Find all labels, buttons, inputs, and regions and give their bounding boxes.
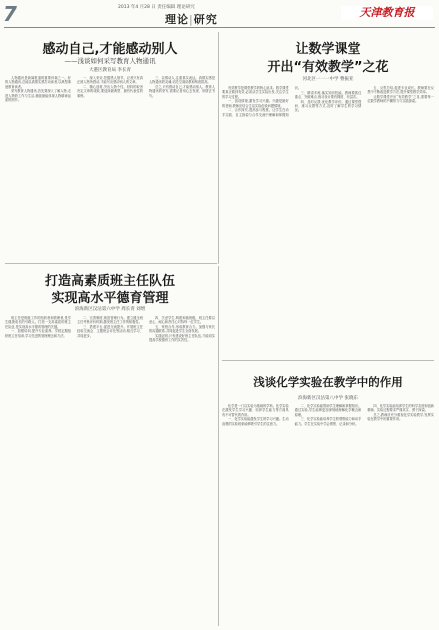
page-number: 7 <box>3 2 17 26</box>
issue-meta: 2013 年4 月28 日 责任编辑 理论研究 <box>118 5 195 10</box>
article-title: 感动自己,才能感动别人 <box>42 42 178 57</box>
article-byline: 滨海新区汉沽第六中学 周长青 刘增 <box>74 307 146 312</box>
article-3 <box>5 266 215 626</box>
header-rule <box>4 27 435 28</box>
article-title-line2: 开出“有效教学”之花 <box>267 60 389 75</box>
section-divider-left <box>5 263 217 264</box>
section-right: 研究 <box>193 13 218 26</box>
article-title: 打造高素质班主任队伍 <box>44 274 175 289</box>
article-byline: 大港区教育局 李长青 <box>89 68 131 73</box>
article-4 <box>222 364 434 626</box>
article-byline: 河北区一一一中学 曹振亚 <box>302 77 354 82</box>
section-divider: | <box>189 13 194 26</box>
article-body: 班主任是班级工作的组织者和管理者,是学生健康成长的引路人。打造一支高素质的班主任队伍,是实现高水平德育管理的关键。 一、加强培训,提升专业素养。学校定期组织班主任培训,学习先进的管理理念和方法。 二、完善制度,规范管理行为。建立健全班主任考核评价机制,激发班主任工作的积极性。 三、搭建平台,促进交流提升。开展班主任经验交流会、主题班会评比等活动,相互学习、共同进步。 四、关爱学生,构建和谐班级。班主任要以爱心、耐心和责任心对待每一位学生。 五、家校合作,形成教育合力。加强与家长的沟通联系,共同促进学生全面发展。 实践证明,只有建设好班主任队伍,才能切实提高学校德育工作的实效性。 <box>5 316 215 343</box>
page-header <box>0 0 439 30</box>
article-1 <box>5 34 215 260</box>
article-subtitle: ——浅谈如何采写教育人物通讯 <box>64 57 156 65</box>
article-title: 浅谈化学实验在教学中的作用 <box>253 375 403 389</box>
article-body: 化学是一门以实验为基础的学科。化学实验在激发学生学习兴趣、培养学生能力等方面具有不可替代的作用。 一、化学实验能激发学生的学习兴趣。生动直观的实验现象能够吸引学生的注意力。 二、化学实验能帮助学生理解和掌握知识。通过实验,学生能够更加深刻地理解化学概念和原理。 三、化学实验能培养学生的观察能力和动手能力。学生在实验中学会观察、记录和分析。 四、化学实验能培养学生的科学态度和创新精神。实验过程要求严谨求实、勇于探索。 总之,教师应充分重视化学实验教学,发挥实验在教学中的重要作用。 <box>222 404 434 426</box>
column-divider-lower <box>218 266 219 626</box>
masthead-logo: 天津教育报 <box>341 6 433 20</box>
article-title-line2: 实现高水平德育管理 <box>51 291 169 306</box>
article-body: 人物通讯是新闻报道的重要体裁之一。好的人物通讯,总能以真情实感打动读者,以典型事迹教育读者。 采写教育人物通讯,首先要深入了解人物,走进人物的工作与生活,捕捉最能体现人物精神品质的细节。 一、深入采访,挖掘感人细节。记者只有真正被人物所感动,才能写出感动别人的文章。 二、精心选材,突出人物个性。材料的取舍决定文章的成败,要选择最典型、最有代表性的事例。 三、以情动人,注重真实表达。真情实感是人物通讯的灵魂,切忌空洞说教和刻意拔高。 总之,只有感动自己,才能感动别人。教育人物通讯的采写,需要记者用心去发现、用情去书写。 <box>5 76 215 102</box>
section-label <box>165 11 218 27</box>
article-byline: 滨海新区汉沽第八中学 张晓东 <box>298 396 358 401</box>
section-divider-right <box>222 360 434 361</box>
section-left: 理论 <box>165 13 189 26</box>
article-title: 让数学课堂 <box>295 42 361 57</box>
article-body: 有效教学是课堂教学的核心追求。数学课堂要真正做到有效,必须从学生实际出发,关注学生的学习过程。 一、创设情境,激发学习兴趣。兴趣是最好的老师,教师应结合生活实际创设问题情境。 二、合作探究,提高参与程度。让学生在动手实践、自主探索与合作交流中理解和掌握知识。 三、精讲多练,落实知识技能。教师要抓住重点、突破难点,练习设计要有梯度、有层次。 四、及时反馈,优化教学评价。通过课堂提问、练习反馈等方式,及时了解学生的学习情况。 五、反思总结,促进专业成长。教师要在反思中不断改进教学方法,提升课堂教学效率。 让数学课堂开出“有效教学”之花,需要每一位数学教师的不懈努力与实践探索。 <box>222 86 434 117</box>
article-2 <box>222 34 434 356</box>
column-divider <box>218 32 219 264</box>
